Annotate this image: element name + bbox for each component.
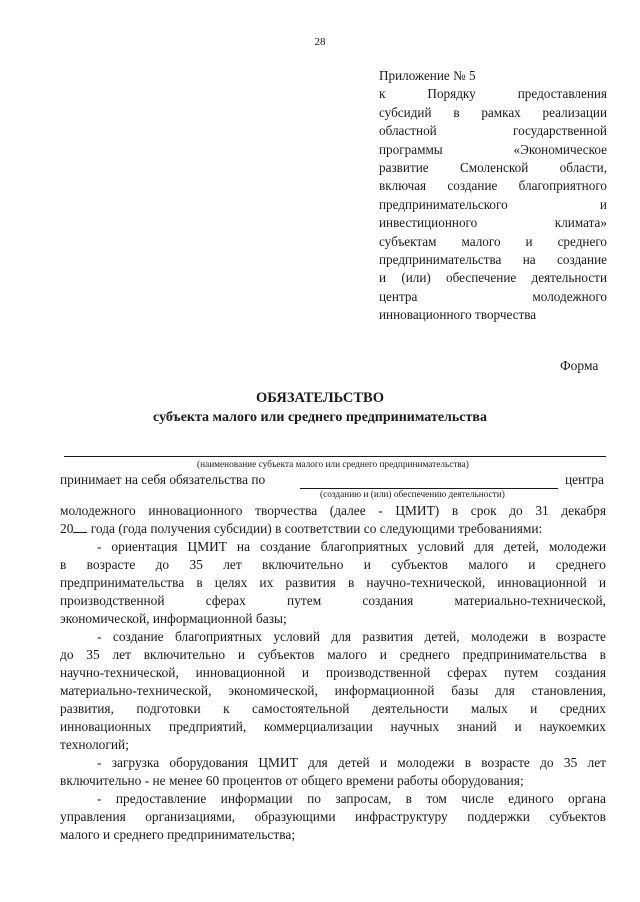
obligation-suffix: центра (565, 472, 604, 487)
body-line: в возрасте до 35 лет включительно и субъектов малого и среднего (60, 557, 606, 572)
document-subtitle: субъекта малого или среднего предпринимательства (153, 410, 487, 425)
appendix-line: областной государственной (379, 123, 607, 139)
appendix-line: субъектам малого и среднего (379, 233, 607, 249)
appendix-line: субсидий в рамках реализации (379, 104, 607, 120)
body-line: до 35 лет включительно и субъектов малого и среднего предпринимательства в (60, 647, 606, 662)
appendix-line: включая создание благоприятного (379, 178, 607, 194)
body-line: включительно - не менее 60 процентов от общего времени работы оборудования; (60, 773, 524, 788)
obligation-prefix: принимает на себя обязательства по (60, 472, 266, 487)
year-line-rest: года (года получения субсидии) в соответствии со следующими требованиями: (90, 521, 543, 536)
body-line: материально-технической, экономической, информационной базы для становления, (60, 683, 606, 698)
body-line: развития, подготовки к самостоятельной деятельности малых и средних (60, 701, 606, 716)
appendix-line: инвестиционного климата» (379, 215, 607, 231)
entity-name-caption: (наименование субъекта малого или среднего предпринимательства) (197, 460, 469, 470)
appendix-line: предпринимательства на создание (379, 252, 607, 268)
body-line: малого и среднего предпринимательства; (60, 827, 296, 842)
body-line: инновационных предприятий, коммерциализации научных знаний и наукоемких (60, 719, 606, 734)
page-number: 28 (314, 36, 326, 48)
body-line: научно-технической, инновационной и производственной сферах путем создания (60, 665, 606, 680)
body-line: экономической, информационной базы; (60, 611, 287, 626)
appendix-line: и (или) обеспечение деятельности (379, 270, 607, 286)
appendix-line: Приложение № 5 (379, 68, 476, 83)
year-blank (73, 520, 87, 533)
appendix-block (379, 67, 607, 325)
body-line: предпринимательства в целях их развития в научно-технической, инновационной и (60, 575, 606, 590)
year-prefix: 20 (60, 521, 74, 536)
body-line: - ориентация ЦМИТ на создание благоприятных условий для детей, молодежи (97, 539, 606, 554)
body-line: - загрузка оборудования ЦМИТ для детей и молодежи в возрасте до 35 лет (97, 755, 606, 770)
deadline-line: молодежного инновационного творчества (далее - ЦМИТ) в срок до 31 декабря (60, 503, 606, 518)
body-line: - создание благоприятных условий для развития детей, молодежи в возрасте (97, 629, 606, 644)
appendix-line: инновационного творчества (379, 307, 537, 323)
appendix-line: программы «Экономическое (379, 141, 607, 157)
body-line: производственной сферах путем создания материально-технической, (60, 593, 606, 608)
activity-blank (300, 488, 558, 489)
body-line: технологий; (60, 737, 129, 752)
document-title: ОБЯЗАТЕЛЬСТВО (256, 390, 384, 406)
activity-caption: (созданию и (или) обеспечению деятельности) (320, 490, 505, 500)
appendix-line: к Порядку предоставления (379, 86, 607, 102)
obligation-line (60, 471, 606, 489)
entity-name-blank (64, 456, 606, 457)
appendix-line: развитие Смоленской области, (379, 160, 607, 176)
appendix-line: центра молодежного (379, 288, 607, 304)
body-line: - предоставление информации по запросам, в том числе единого органа (97, 791, 606, 806)
appendix-line: предпринимательского и (379, 196, 607, 212)
body-line: управления организациями, образующими инфраструктуру поддержки субъектов (60, 809, 606, 824)
form-label: Форма (560, 358, 599, 373)
year-line (60, 520, 606, 538)
